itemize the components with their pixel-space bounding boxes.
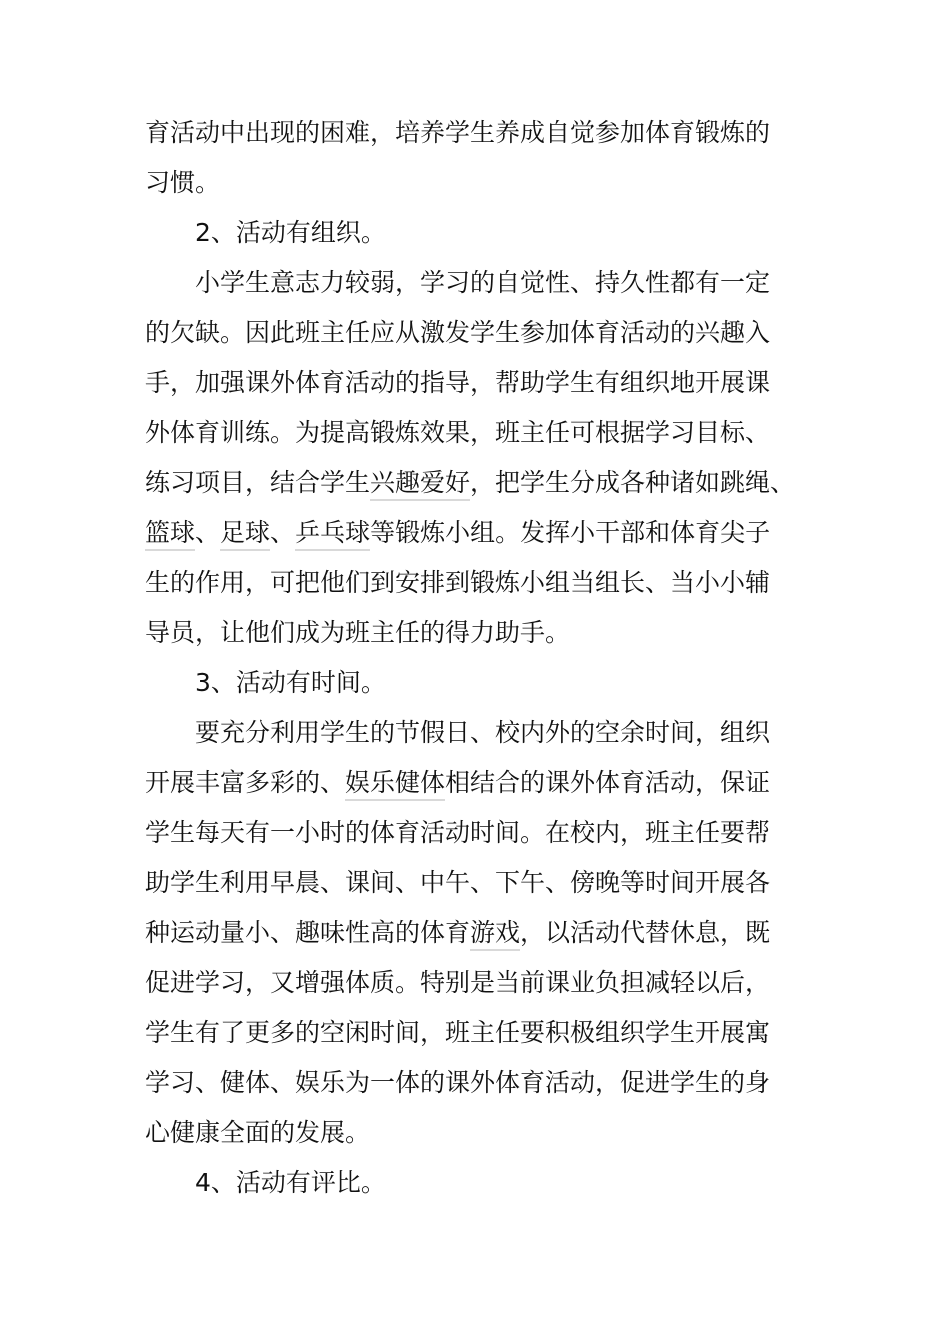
text-segment: 、 xyxy=(195,518,221,547)
paragraph-line xyxy=(145,467,805,499)
section-heading-time: 3、活动有时间。 xyxy=(195,668,386,697)
underlined-phrase: 足球 xyxy=(220,518,270,551)
paragraph-line: 外体育训练。为提高锻炼效果，班主任可根据学习目标、 xyxy=(145,418,771,447)
paragraph-line: 育活动中出现的困难，培养学生养成自觉参加体育锻炼的 xyxy=(145,118,771,147)
section-heading-evaluation: 4、活动有评比。 xyxy=(195,1168,386,1197)
paragraph-line: 手，加强课外体育活动的指导，帮助学生有组织地开展课 xyxy=(145,368,771,397)
text-segment: 、 xyxy=(270,518,296,547)
paragraph-line xyxy=(145,517,805,549)
text-segment: 等锻炼小组。发挥小干部和体育尖子 xyxy=(370,518,771,547)
underlined-phrase: 篮球 xyxy=(145,518,195,551)
text-segment: 开展丰富多彩的、 xyxy=(145,768,346,797)
paragraph-line: 心健康全面的发展。 xyxy=(145,1118,371,1147)
underlined-phrase: 乒乓球 xyxy=(295,518,370,551)
paragraph-line: 助学生利用早晨、课间、中午、下午、傍晚等时间开展各 xyxy=(145,868,771,897)
section-heading-organization: 2、活动有组织。 xyxy=(195,218,386,247)
paragraph-line: 要充分利用学生的节假日、校内外的空余时间，组织 xyxy=(195,718,771,747)
paragraph-line: 学生有了更多的空闲时间，班主任要积极组织学生开展寓 xyxy=(145,1018,771,1047)
text-segment: 种运动量小、趣味性高的体育 xyxy=(145,918,471,947)
paragraph-line: 学习、健体、娱乐为一体的课外体育活动，促进学生的身 xyxy=(145,1068,771,1097)
paragraph-line: 习惯。 xyxy=(145,168,221,197)
paragraph-line xyxy=(145,917,805,949)
paragraph-line: 导员，让他们成为班主任的得力助手。 xyxy=(145,618,571,647)
paragraph-line: 生的作用，可把他们到安排到锻炼小组当组长、当小小辅 xyxy=(145,568,771,597)
paragraph-line: 的欠缺。因此班主任应从激发学生参加体育活动的兴趣入 xyxy=(145,318,771,347)
paragraph-line: 学生每天有一小时的体育活动时间。在校内，班主任要帮 xyxy=(145,818,771,847)
paragraph-line: 小学生意志力较弱，学习的自觉性、持久性都有一定 xyxy=(195,268,771,297)
text-segment: ，把学生分成各种诸如跳绳、 xyxy=(470,468,796,497)
text-segment: 相结合的课外体育活动，保证 xyxy=(445,768,771,797)
underlined-phrase: 游戏 xyxy=(470,918,520,951)
paragraph-line: 促进学习，又增强体质。特别是当前课业负担减轻以后， xyxy=(145,968,771,997)
text-segment: 练习项目，结合学生 xyxy=(145,468,371,497)
paragraph-line xyxy=(145,767,805,799)
text-segment: ，以活动代替休息，既 xyxy=(520,918,771,947)
underlined-phrase: 兴趣爱好 xyxy=(370,468,470,501)
underlined-phrase: 娱乐健体 xyxy=(345,768,445,801)
